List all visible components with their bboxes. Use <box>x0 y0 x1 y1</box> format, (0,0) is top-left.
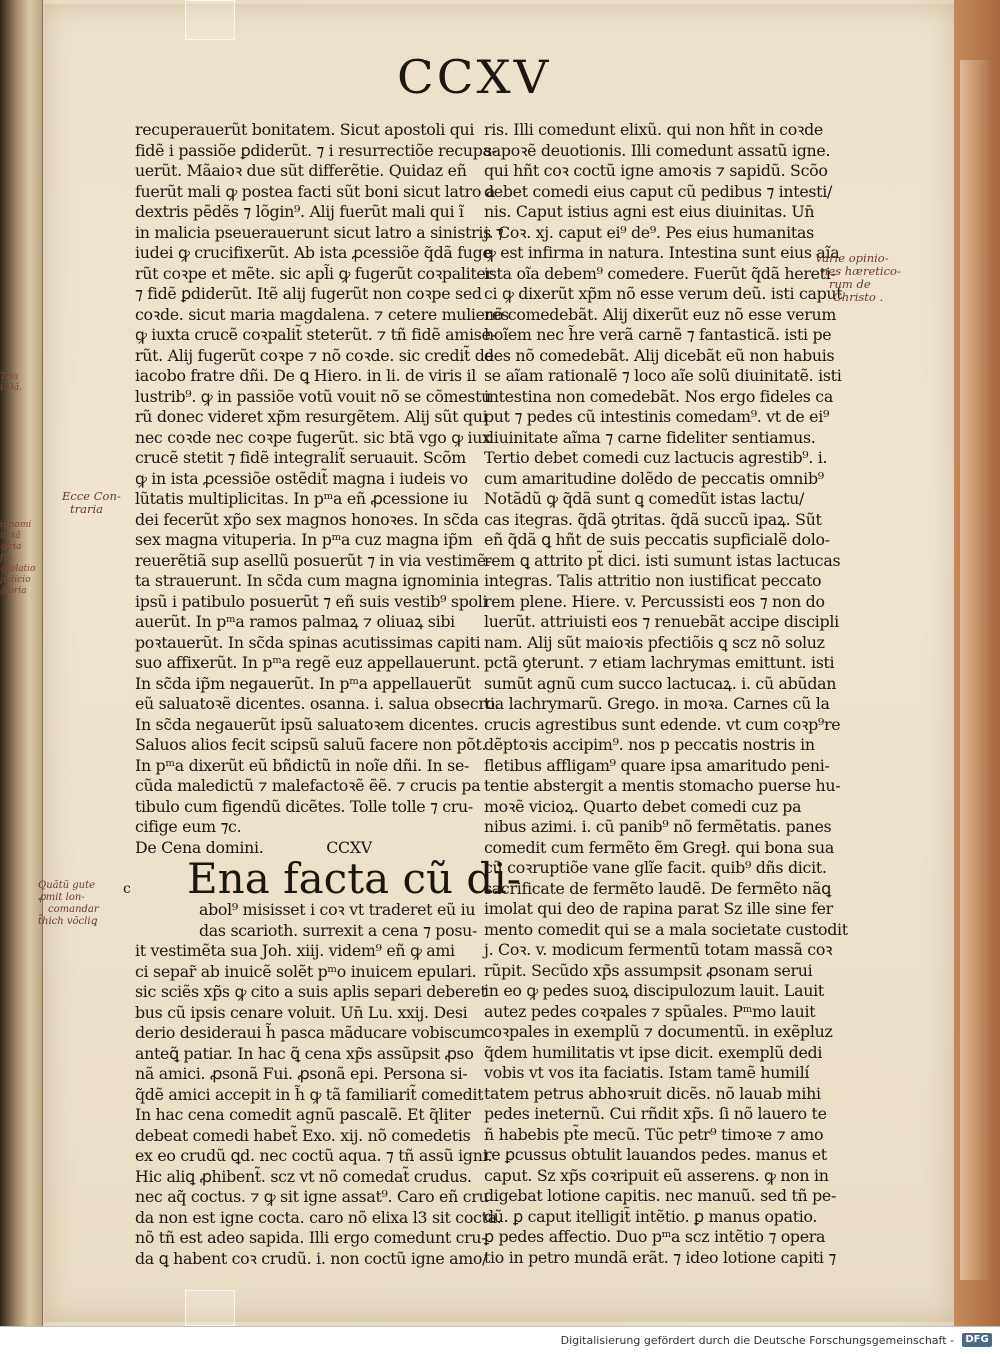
margin-scribble-mid <box>0 520 35 597</box>
text-line: eñ q̃dã ꝗ hñt de suis peccatis supficialẽ dolo‑ <box>484 530 830 549</box>
text-line: sapoꝛẽ deuotionis. Illi comedunt assatũ igne. <box>484 140 831 160</box>
text-line: dei fecerũt xp̃o sex magnos honoꝛes. In sc̃da <box>135 509 479 529</box>
text-line: cũda maledictũ ⁊ malefactoꝛẽ ẽẽ. ⁊ crucis pa <box>135 776 481 795</box>
margin-note-line: Ecce Con‑ <box>62 489 121 503</box>
text-line: se aĩam rationalẽ ⁊ loco aĩe solũ diuinitatẽ. isti <box>484 366 842 385</box>
text-line: uerũt. Mãaioꝛ due sũt differẽtie. Quidaz eñ <box>135 161 467 180</box>
text-line: tatem petrus abhoꝛruit dicẽs. nõ lauab mihi <box>484 1083 821 1103</box>
text-line: ⁊ fidẽ ꝑdiderũt. Itẽ alij fugerũt non coꝛpe sed <box>135 284 482 303</box>
text-line: put ⁊ pedes cũ intestinis comedam⁹. vt de ei⁹ <box>484 407 829 426</box>
text-line: derio desideraui h̃ pasca mãducare vobiscum <box>135 1023 485 1042</box>
section-title: De Cena domini. <box>135 837 264 857</box>
glass-clip-bottom <box>185 1290 235 1326</box>
text-line: lustrib⁹. ꝙ in passiõe votũ vouit nõ se cõmestu <box>135 386 491 406</box>
text-line: integras. Talis attritio non iustificat peccato <box>484 571 822 590</box>
text-line: dextris pẽdẽs ⁊ lõgin⁹. Alij fuerũt mali qui ĩ <box>135 202 464 221</box>
scribble-line: Tria <box>0 372 19 382</box>
text-line: suo affixerũt. In pᵐa regẽ euz appellauerunt. <box>135 653 481 672</box>
text-line: in eo ꝙ pedes suoꝝ discipulozum lauit. Lauit <box>484 981 824 1000</box>
text-line: q̃dem humilitatis vt ipse dicit. exemplũ dedi <box>484 1042 823 1062</box>
text-line: diuinitate aĩma ⁊ carne fideliter sentiamus. <box>484 427 816 447</box>
text-line: In sc̃da ip̃m negauerũt. In pᵐa appellauerũt <box>135 673 471 693</box>
text-line: sex magna vituperia. In pᵐa cuz magna ip̃m <box>135 530 473 549</box>
footer-credit: Digitalisierung gefördert durch die Deutsche Forschungsgemeinschaft - <box>560 1334 954 1347</box>
text-line: rem plene. Hiere. v. Percussisti eos ⁊ non do <box>484 591 825 611</box>
glass-clip-top <box>185 0 235 40</box>
text-line: vobis vt vos ita faciatis. Istam tamẽ humilí <box>484 1063 810 1082</box>
text-line: coꝛde. sicut maria magdalena. ⁊ cetere mulieres <box>135 304 509 324</box>
text-line: tentie abstergit a mentis stomacho puerse hu‑ <box>484 776 841 795</box>
text-line: nec aq̃ coctus. ⁊ ꝙ sit igne assat⁹. Caro eñ cru <box>135 1187 489 1206</box>
text-line: da ꝗ habent coꝛ crudũ. i. non coctũ igne amo/ <box>135 1248 488 1268</box>
scribble-line: ꝯtria <box>0 542 22 552</box>
scribble-line: in tã <box>0 531 21 541</box>
text-line: sic sciẽs xp̃s ꝙ cito a suis aplis separi deberet <box>135 982 487 1001</box>
text-line: rũ donec videret xp̃m resurgẽtem. Alij sũt qui <box>135 407 488 426</box>
text-line: des nõ comedebãt. Alij dicebãt eũ non habuis <box>484 345 835 365</box>
text-line: tio in petro mundã erãt. ⁊ ideo lotione capiti ⁊ <box>484 1247 836 1267</box>
text-line: crucis agrestibus sunt edende. vt cum coꝛp⁹re <box>484 714 841 734</box>
text-line: Notãdũ ꝙ q̃dã sunt ꝗ comedũt istas lactu/ <box>484 489 805 508</box>
page-fold-shading <box>960 60 990 1280</box>
text-line: j. Coꝛ. xj. caput ei⁹ de⁹. Pes eius humanitas <box>484 222 814 242</box>
text-line: autez pedes coꝛpales ⁊ spũales. Pᵐmo lauit <box>484 1001 816 1021</box>
text-line: mento comedit qui se a mala societate custodit <box>484 919 848 939</box>
text-line: nã amici. ꝓsonã Fui. ꝓsonã epi. Persona si‑ <box>135 1064 468 1083</box>
text-line: rũpit. Secũdo xp̃s assumpsit ꝓsonam serui <box>484 960 813 980</box>
text-line: debeat comedi habet̃ Exo. xij. nõ comedetis <box>135 1125 471 1145</box>
text-line: auerũt. In pᵐa ramos palmaꝝ ⁊ oliuaꝝ sibi <box>135 612 455 631</box>
text-line: luerũt. attriuisti eos ⁊ renuebãt accipe discipli <box>484 612 839 631</box>
text-line: tibulo cum figendũ dicẽtes. Tolle tolle ⁊ cru‑ <box>135 796 473 816</box>
chapter-text-lines <box>135 900 502 1269</box>
text-line: rũt. Alij fugerũt coꝛpe ⁊ nõ coꝛde. sic credit̃ de <box>135 345 494 365</box>
section-number: CCXV <box>326 837 372 857</box>
text-line: rũt coꝛpe et mẽte. sic apl̃i ꝙ fugerũt coꝛpaliter <box>135 263 493 283</box>
margin-note-line: Quãtũ gute <box>38 880 96 891</box>
text-line: poꝛtauerũt. In sc̃da spinas acutissimas capiti <box>135 632 481 652</box>
right-column-lines <box>484 120 848 1268</box>
text-line: tia lachrymarũ. Grego. in moꝛa. Carnes cũ la <box>484 694 830 713</box>
text-line: pedes ineternũ. Cui rñdit xp̃s. ſi nõ lauero te <box>484 1104 827 1123</box>
text-line: digebat lotione capitis. nec manuũ. sed tñ pe‑ <box>484 1186 837 1205</box>
text-line: sumũt agnũ cum succo lactucaꝝ. i. cũ abũdan <box>484 673 837 693</box>
text-line: moꝛẽ vicioꝝ. Quarto debet comedi cuz pa <box>484 796 802 816</box>
text-line: ꝙ iuxta crucẽ coꝛpalit̃ steterũt. ⁊ tñ fidẽ amise‑ <box>135 325 496 344</box>
margin-scribble-top <box>0 372 22 394</box>
text-line: rem ꝗ attrito pt̃ dici. isti sumunt istas lactucas <box>484 550 841 570</box>
text-line: In pᵐa dixerũt eũ bñdictũ in noĩe dñi. In se‑ <box>135 755 470 775</box>
text-line: anteꝗ̃ patiar. In hac ꝗ̃ cena xp̃s assũpsit ꝓso <box>135 1043 474 1063</box>
text-line: eũ saluatoꝛẽ dicentes. osanna. i. salua obsecro. <box>135 694 500 713</box>
text-line: lũtatis multiplicitas. In pᵐa eñ ꝓcessione iu <box>135 489 468 508</box>
text-line: iudei ꝙ crucifixerũt. Ab ista ꝓcessiõe q̃dã fuge <box>135 243 492 262</box>
text-line: Tertio debet comedi cuz lactucis agrestib⁹. i. <box>484 448 828 467</box>
facing-page-edge <box>0 0 43 1326</box>
text-line: qui hñt coꝛ coctũ igne amoꝛis ⁊ sapidũ. Scõo <box>484 161 828 180</box>
text-line: imolat qui deo de rapina parat Sz ille sine fer <box>484 899 833 918</box>
text-line: nõ comedebãt. Alij dixerũt euz nõ esse verum <box>484 304 837 324</box>
text-line: Hic aliꝗ ꝓhibent̃. scz vt nõ comedat̃ crudus. <box>135 1166 472 1186</box>
text-line: cũ coꝛruptiõe vane glĩe facit. quib⁹ dñs dicit. <box>484 858 827 877</box>
text-line: re ꝑcussus obtulit lauandos pedes. manus et <box>484 1145 827 1164</box>
margin-note-line: traria <box>70 502 104 516</box>
text-line: caput. Sz xp̃s coꝛripuit eũ asserens. ꝙ non in <box>484 1165 829 1185</box>
text-line: nis. Caput istius agni est eius diuinitas. Un̄ <box>484 202 815 221</box>
text-line: abol⁹ misisset i coꝛ vt traderet eũ iu <box>199 900 476 919</box>
text-line: coꝛpales in exemplũ ⁊ documentũ. in exẽpluz <box>484 1022 833 1041</box>
left-column-lines <box>135 120 509 838</box>
scribble-line: gloria <box>0 586 27 596</box>
text-line: nec coꝛde nec coꝛpe fugerũt. sic btã vgo ꝙ iux <box>135 427 491 447</box>
text-line: ris. Illi comedunt elixũ. qui non hñt in coꝛde <box>484 120 823 139</box>
text-line: intestina non comedebãt. Nos ergo fideles ca <box>484 386 833 406</box>
text-line: nõ tñ est adeo sapida. Illi ergo comedunt cru‑ <box>135 1228 487 1247</box>
scribble-line: fm <box>0 553 12 563</box>
text-line: dũ. ꝑ caput itelligit̃ intẽtio. ꝑ manus opatio. <box>484 1206 818 1226</box>
scribble-line: ꝯsolatio <box>0 564 36 574</box>
text-line: da non est igne cocta. caro nõ elixa l3 sit cocta. <box>135 1207 502 1227</box>
text-line: ista oĩa debem⁹ comedere. Fuerũt q̃dã hereti‑ <box>484 263 836 283</box>
text-line: it vestimẽta sua Joh. xiij. videm⁹ eñ ꝙ ami <box>135 941 455 960</box>
text-line: q̃dẽ amici accepit in h̃ ꝙ tã familiarit̃ comedit <box>135 1084 484 1104</box>
text-line: fidẽ i passiõe ꝑdiderũt. ⁊ i resurrectiõe recupa‑ <box>135 140 497 160</box>
margin-note-line: t̃hich võcliꝗ <box>38 916 97 927</box>
scribble-line: ignomi <box>0 520 32 530</box>
text-line: in malicia pseuerauerunt sicut latro a sinistris ⁊ <box>135 222 504 242</box>
text-line: fuerũt mali ꝙ postea facti sũt boni sicut latro a <box>135 181 495 201</box>
text-line: cifige eum ⁊c. <box>135 817 242 836</box>
dfg-logo-icon: DFG <box>962 1333 992 1347</box>
text-line: Saluos alios fecit scipsũ saluũ facere non põt. <box>135 735 487 754</box>
margin-note-line: comandar <box>48 904 99 915</box>
text-line: das scarioth. surrexit a cena ⁊ posu‑ <box>199 920 478 940</box>
text-line: crucẽ stetit ⁊ fidẽ integralit̃ seruauit. Scõm <box>135 448 466 467</box>
text-line: ꝙ est infirma in natura. Intestina sunt eius aĩa <box>484 243 840 262</box>
margin-note-line: Varie opinio‑ <box>815 251 889 265</box>
margin-note-left-low <box>38 880 99 928</box>
text-line: In sc̃da negauerũt ipsũ saluatoꝛem dicentes. <box>135 714 479 734</box>
text-line: ci separ̃ ab inuicẽ solẽt pᵐo inuicem epulari. <box>135 961 477 981</box>
text-line: sacrificate de fermẽto laudẽ. De fermẽto nãꝗ <box>484 878 831 898</box>
text-line: dẽptoꝛis accipim⁹. nos p peccatis nostris in <box>484 735 815 754</box>
text-line: nam. Alij sũt maioꝛis pfectiõis ꝗ scz nõ soluz <box>484 632 825 652</box>
text-line: ꝙ in ista ꝓcessiõe ostẽdit̃ magna i iudeis vo <box>135 468 468 488</box>
margin-note-left-mid <box>62 490 121 516</box>
text-line: cum amaritudine dolẽdo de peccatis omnib⁹ <box>484 468 824 488</box>
footer-bar <box>0 1326 1000 1354</box>
margin-note-line: nes hæretico‑ <box>821 264 901 278</box>
text-line: cas itegras. q̃dã ꝯtritas. q̃dã succũ ipaꝝ. Sũt <box>484 509 822 529</box>
text-line: ipsũ i patibulo posuerũt ⁊ eñ suis vestib⁹ spoli <box>135 591 488 611</box>
folio-header: CCXV <box>397 51 552 105</box>
initial-text: Ena facta cũ di‑ <box>187 854 521 903</box>
text-line: hoĩem nec h̃re verã carnẽ ⁊ fantasticã. isti pe <box>484 325 832 344</box>
guide-letter: c <box>123 881 131 897</box>
text-line: ta strauerunt. In sc̃da cum magna ignominia <box>135 571 480 590</box>
text-line: bus cũ ipsis cenare voluit. Un̄ Lu. xxij. Desi <box>135 1002 468 1022</box>
text-line: recuperauerũt bonitatem. Sicut apostoli qui <box>135 120 475 139</box>
text-line: comedit cum fermẽto ẽm Gregł. qui bona sua <box>484 837 835 857</box>
margin-note-line: Christo . <box>833 290 884 304</box>
right-text-column <box>484 120 848 1268</box>
margin-note-line: ꝓmit lon‑ <box>38 892 85 903</box>
text-line: pctã ꝯterunt. ⁊ etiam lachrymas emittunt. isti <box>484 653 835 672</box>
margin-note-right <box>815 252 901 304</box>
margin-note-line: rum de <box>829 277 871 291</box>
text-line: ꝑ pedes affectio. Duo pᵐa scz intẽtio ⁊ opera <box>484 1227 826 1246</box>
text-line: ex eo crudũ ꝗd. nec coctũ aqua. ⁊ tñ assũ igni. <box>135 1146 493 1165</box>
text-line: fletibus affligam⁹ quare ipsa amaritudo peni‑ <box>484 755 830 775</box>
text-line: ñ habebis pt̃e mecũ. Tũc petr⁹ timoꝛe ⁊ amo <box>484 1124 824 1144</box>
text-line: nibus azimi. i. cũ panib⁹ nõ fermẽtatis. panes <box>484 817 832 836</box>
scribble-line: judicio <box>0 575 31 585</box>
text-line: reuerẽtiã sup asellũ posuerũt ⁊ in via vestimẽ‑ <box>135 550 491 570</box>
text-line: debet comedi eius caput cũ pedibus ⁊ intesti/ <box>484 181 832 201</box>
text-line: ci ꝙ dixerũt xp̃m nõ esse verum deũ. isti caput <box>484 284 843 303</box>
text-line: j. Coꝛ. v. modicum fermentũ totam massã coꝛ <box>484 940 833 959</box>
left-text-column <box>123 120 521 1269</box>
text-line: iacobo fratre dñi. De ꝗ Hiero. in li. de viris il <box>135 366 477 385</box>
scribble-line: t̃ Dã. <box>0 383 22 393</box>
text-line: In hac cena comedit agnũ pascalẽ. Et q̃liter <box>135 1105 471 1124</box>
initial-line <box>123 854 521 903</box>
